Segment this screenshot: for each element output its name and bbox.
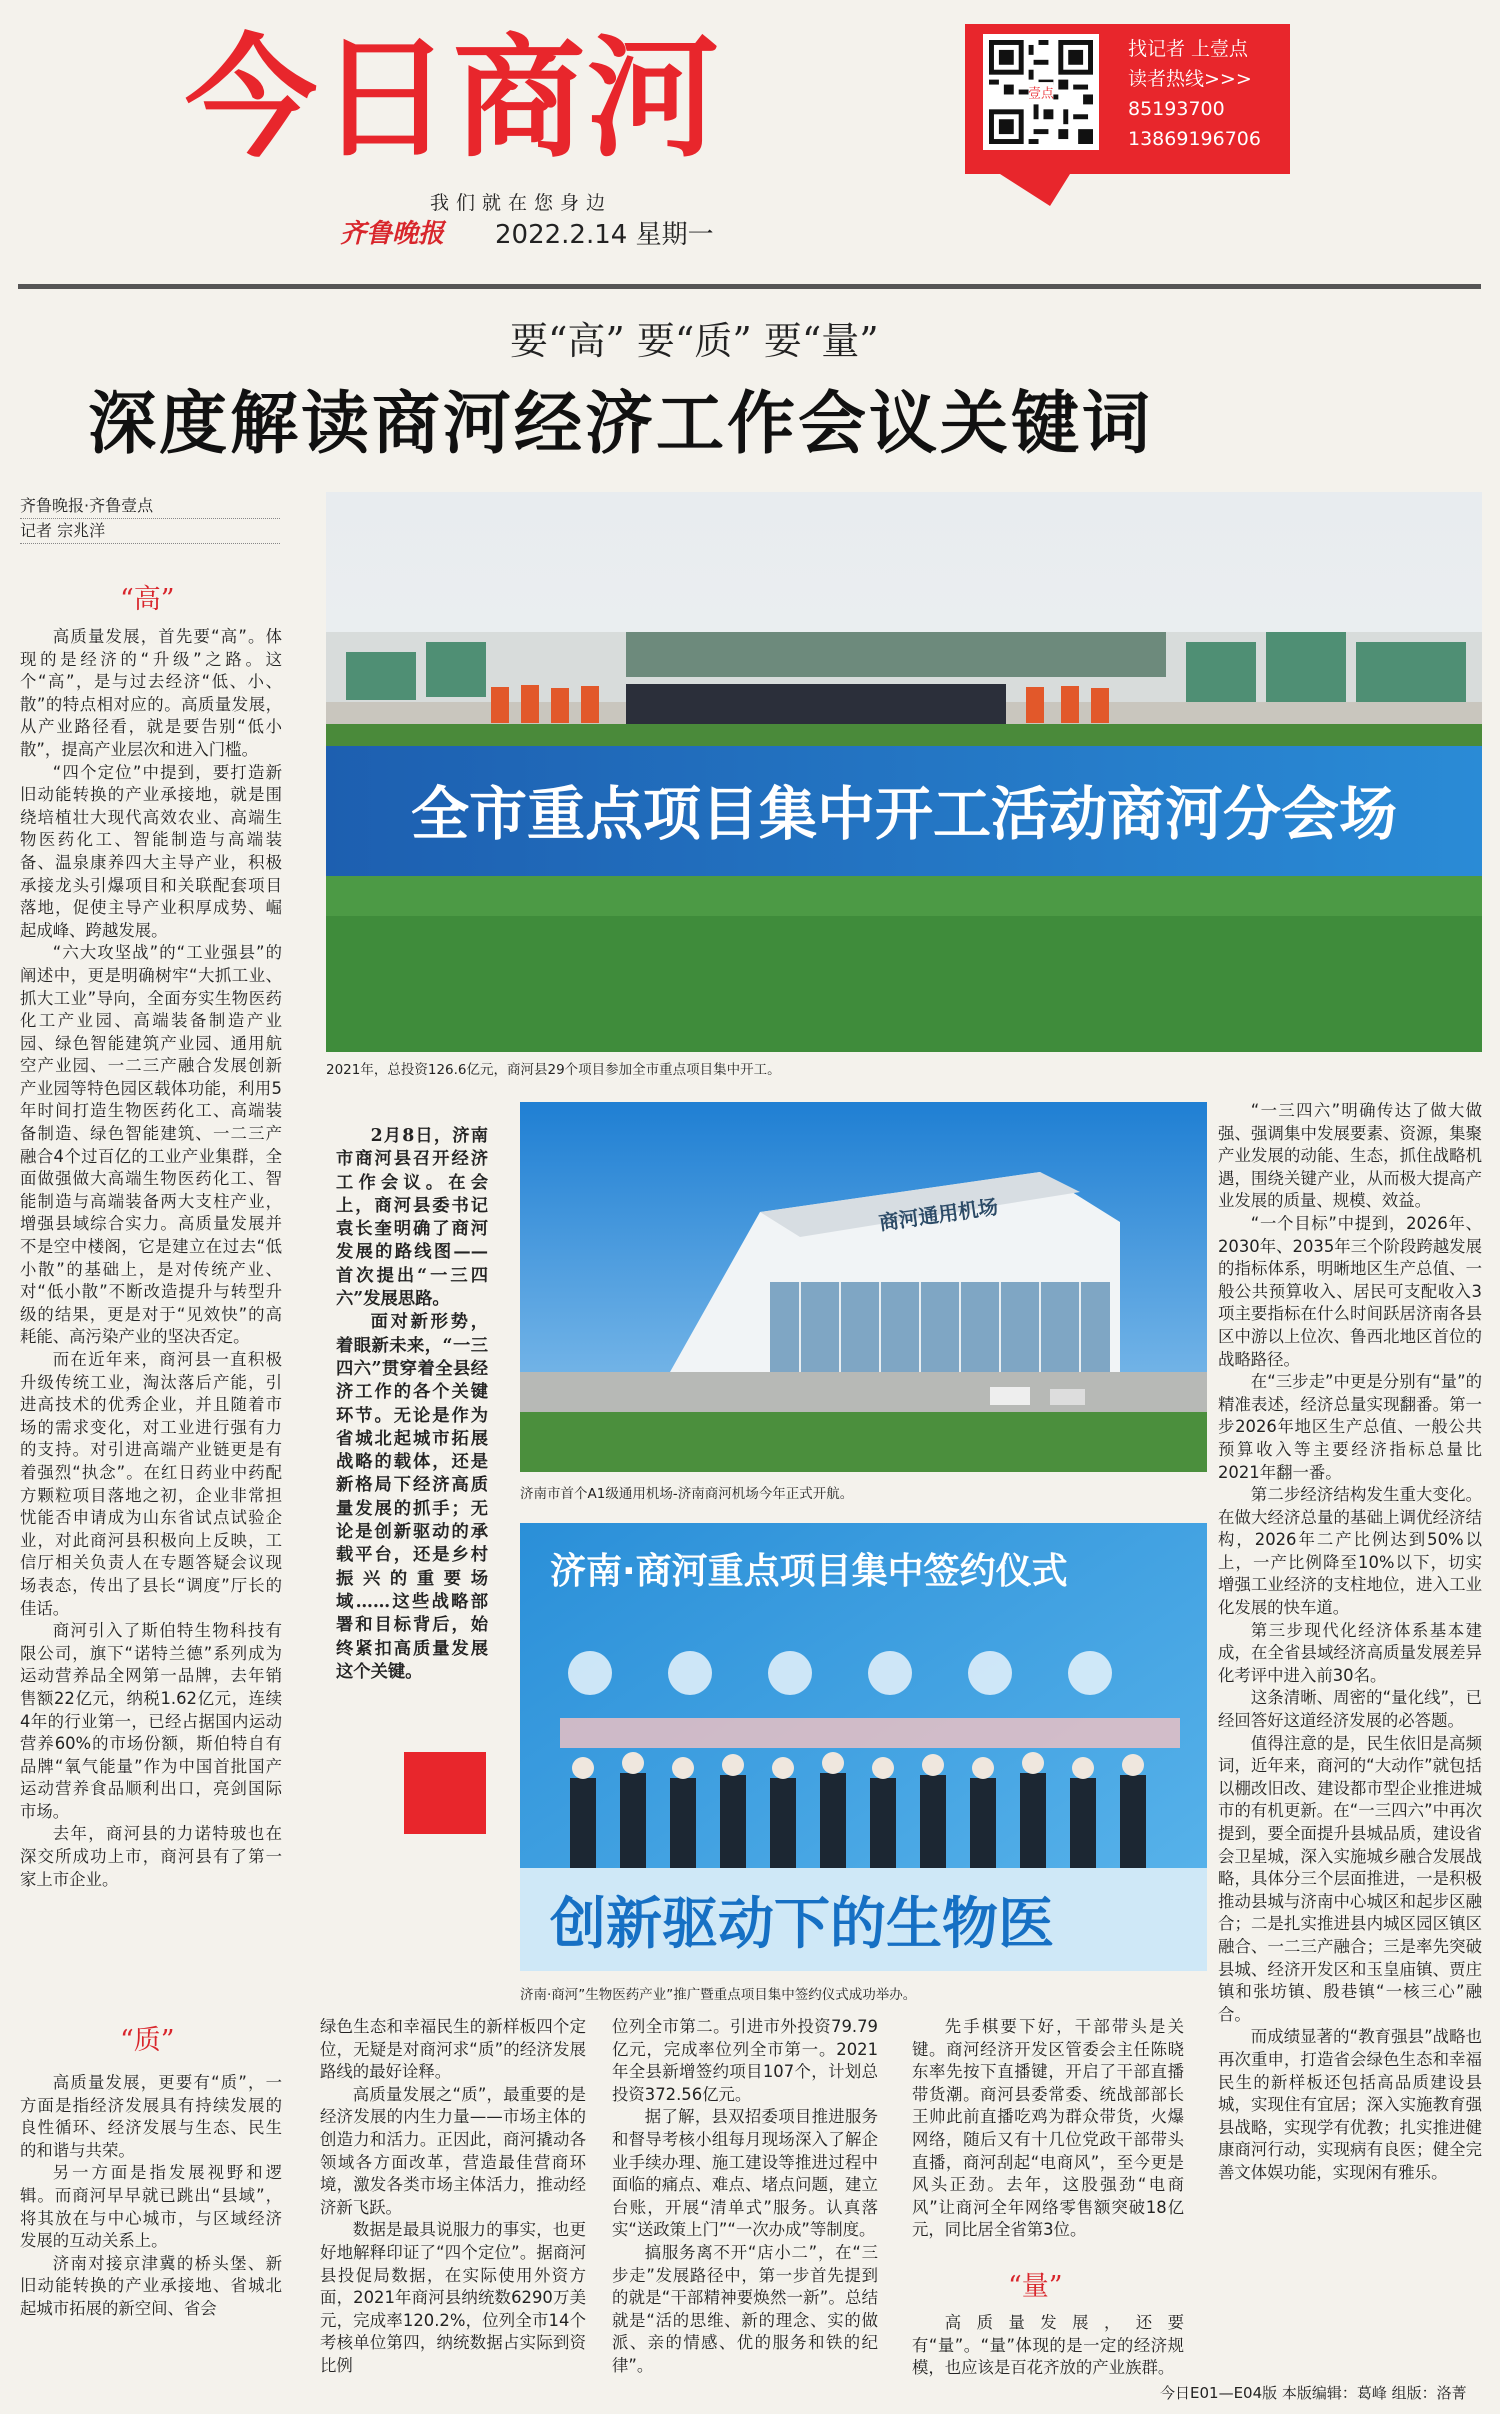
- photo3-banner-bottom: 创新驱动下的生物医: [550, 1892, 1054, 1957]
- article-column-3: [320, 2016, 586, 2375]
- paragraph: 值得注意的是，民生依旧是高频词，近年来，商河的“大动作”就包括以棚改旧改、建设都市型企业推进城市的有机更新。在“一三四六”中再次提到，要全面提升县城品质，建设省会卫星城，深入实施城乡融合发展战略，具体分三个层面推进，一是积极推动县城与济南中心城区和起步区融合；二是扎实推进县内城区园区镇区融合、一二三产融合；三是率先突破县城、经济开发区和玉皇庙镇、贾庄镇和张坊镇、殷巷镇“一核三心”融合。: [1218, 1733, 1482, 2024]
- article-column-6: [1218, 1100, 1482, 2370]
- qr-code-icon[interactable]: [983, 34, 1099, 150]
- paragraph: 另一方面是指发展视野和逻辑。而商河早早就已跳出“县域”，将其放在与中心城市，与区域经济发展的互动关系上。: [20, 2163, 282, 2251]
- paragraph: 先手棋要下好，干部带头是关键。商河经济开发区管委会主任陈晓东率先按下直播键，开启了干部直播带货潮。商河县委常委、统战部部长王帅此前直播吃鸡为群众带货，火爆网络，随后又有十几位党政干部带头直播，商河刮起“电商风”，至今更是风头正劲。去年，这股强劲“电商风”让商河全年网络零售额突破18亿元，同比居全省第3位。: [912, 2017, 1184, 2240]
- paragraph: 第二步经济结构发生重大变化。在做大经济总量的基础上调优经济结构，2026年二产比例达到50%以上，一产比例降至10%以下，切实增强工业经济的支柱地位，进入工业化发展的快车道。: [1218, 1485, 1482, 1618]
- paragraph: 绿色生态和幸福民生的新样板四个定位，无疑是对商河求“质”的经济发展路线的最好诠释。: [320, 2017, 586, 2082]
- hotline-line2: 读者热线>>>: [1128, 68, 1252, 90]
- byline: [20, 494, 280, 544]
- hotline-box-tail: [1000, 174, 1070, 206]
- paragraph: 这条清晰、周密的“量化线”，已经回答好这道经济发展的必答题。: [1218, 1688, 1482, 1731]
- lead-pullquote: [336, 1125, 488, 1735]
- paragraph: 济南对接京津冀的桥头堡、新旧动能转换的产业承接地、省城北起城市拓展的新空间、省会: [20, 2253, 282, 2318]
- paragraph: 高质量发展，还要有“量”。“量”体现的是一定的经济规模，也应该是百花齐放的产业族群。: [912, 2313, 1184, 2378]
- decorative-red-square: [404, 1752, 486, 1834]
- photo-groundbreaking: [326, 492, 1482, 1052]
- subheadline: 要“高” 要“质” 要“量”: [510, 319, 879, 363]
- paragraph: 在“三步走”中更是分别有“量”的精准表述，经济总量实现翻番。第一步2026年地区生产总值、一般公共预算收入等主要经济指标总量比2021年翻一番。: [1218, 1372, 1482, 1482]
- page-footer: 今日E01—E04版 本版编辑：葛峰 组版：洛菁: [1160, 2384, 1467, 2402]
- issue-date: 2022.2.14 星期一: [495, 220, 714, 250]
- hotline-line1: 找记者 上壹点: [1128, 38, 1249, 60]
- paragraph: “一三四六”明确传达了做大做强、强调集中发展要素、资源，集聚产业发展的动能、生态，抓住战略机遇，围绕关键产业，从而极大提高产业发展的质量、规模、效益。: [1218, 1101, 1482, 1211]
- paragraph: 2月8日，济南市商河县召开经济工作会议。在会上，商河县委书记袁长奎明确了商河发展的路线图——首次提出“一三四六”发展思路。: [336, 1126, 488, 1310]
- section-heading-zhi: “质”: [120, 2025, 175, 2056]
- paragraph: “一个目标”中提到，2026年、2030年、2035年三个阶段跨越发展的指标体系，明晰地区生产总值、一般公共预算收入、居民可支配收入3项主要指标在什么时间跃居济南各县区中游以上位次、鲁西北地区首位的战略路径。: [1218, 1213, 1482, 1369]
- masthead-title: 今日商河: [185, 22, 721, 176]
- article-column-5b: [912, 2312, 1184, 2378]
- paragraph: “六大攻坚战”的“工业强县”的阐述中，更是明确树牢“大抓工业、抓大工业”导向，全面夯实生物医药化工产业园、高端装备制造产业园、绿色智能建筑产业园、通用航空产业园、一二三产融合发展创新产业园等特色园区载体功能，利用5年时间打造生物医药化工、高端装备制造、绿色智能建筑、一二三产融合4个过百亿的工业产业集群，全面做强做大高端生物医药化工、智能制造与高端装备两大支柱产业，增强县域综合实力。高质量发展并不是空中楼阁，它是建立在过去“低小散”的基础上，是对传统产业、对“低小散”不断改造提升与转型升级的结果，更是对于“见效快”的高耗能、高污染产业的坚决否定。: [20, 943, 282, 1347]
- hotline-phone2[interactable]: 13869196706: [1128, 128, 1261, 150]
- paper-name: 齐鲁晚报: [340, 219, 445, 249]
- photo3-caption: 济南·商河”生物医药产业”推广暨重点项目集中签约仪式成功举办。: [520, 1987, 917, 2003]
- masthead-rule: [18, 284, 1481, 289]
- photo3-banner-top: 济南·商河重点项目集中签约仪式: [550, 1551, 1068, 1592]
- article-column-1b: [20, 2072, 282, 2372]
- paragraph: 据了解，县双招委项目推进服务和督导考核小组每月现场深入了解企业手续办理、施工建设等推进过程中面临的痛点、难点、堵点问题，建立台账，开展“清单式”服务。认真落实“送政策上门”“一次办成”等制度。: [612, 2107, 878, 2240]
- hotline-text: [1128, 34, 1288, 154]
- photo1-caption: 2021年，总投资126.6亿元，商河县29个项目参加全市重点项目集中开工。: [326, 1062, 781, 1078]
- masthead-slogan: 我们就在您身边: [430, 192, 613, 214]
- paragraph: 而在近年来，商河县一直积极升级传统工业，淘汰落后产能，引进高技术的优秀企业，并且随着市场的需求变化，对工业进行强有力的支持。对引进高端产业链更是有着强烈“执念”。在红日药业中药配方颗粒项目落地之初，企业非常担忧能否申请成为山东省试点试验企业，对此商河县积极向上反映，工信厅相关负责人在专题答疑会议现场表态，传出了县长“调度”厅长的佳话。: [20, 1350, 282, 1618]
- section-heading-liang: “量”: [1008, 2271, 1063, 2302]
- photo-airport: [520, 1102, 1207, 1472]
- hotline-phone1[interactable]: 85193700: [1128, 98, 1225, 120]
- paragraph: 高质量发展，首先要“高”。体现的是经济的“升级”之路。这个“高”，是与过去经济“低、小、散”的特点相对应的。高质量发展，从产业路径看，就是要告别“低小散”，提高产业层次和进入门槛。: [20, 627, 282, 759]
- photo-signing-ceremony: [520, 1523, 1207, 1971]
- qr-label: 壹点: [1028, 86, 1054, 102]
- paragraph: 而成绩显著的“教育强县”战略也再次重申，打造省会绿色生态和幸福民生的新样板还包括高品质建设县城，实现住有宜居；深入实施教育强县战略，实现学有优教；扎实推进健康商河行动，实现病有良医；健全完善文体娱功能，实现闲有雅乐。: [1218, 2027, 1482, 2182]
- paragraph: 商河引入了斯伯特生物科技有限公司，旗下“诺特兰德”系列成为运动营养品全网第一品牌，去年销售额22亿元，纳税1.62亿元，连续4年的行业第一，已经占据国内运动营养60%的市场份额，斯伯特自有品牌“氧气能量”作为中国首批国产运动营养食品顺利出口，亮剑国际市场。: [20, 1621, 282, 1821]
- article-column-4: [612, 2016, 878, 2375]
- paragraph: 第三步现代化经济体系基本建成，在全省县域经济高质量发展差异化考评中进入前30名。: [1218, 1620, 1482, 1685]
- paragraph: 位列全市第二。引进市外投资79.79亿元，完成率位列全市第一。2021年全县新增签约项目107个，计划总投资372.56亿元。: [612, 2017, 878, 2104]
- headline: 深度解读商河经济工作会议关键词: [88, 384, 1154, 464]
- airport-sign: 商河通用机场: [877, 1194, 1000, 1235]
- photo1-banner-text: 全市重点项目集中开工活动商河分会场: [410, 780, 1398, 848]
- photo2-caption: 济南市首个A1级通用机场-济南商河机场今年正式开航。: [520, 1486, 854, 1502]
- paragraph: 面对新形势，着眼新未来，“一三四六”贯穿着全县经济工作的各个关键环节。无论是作为省城北起城市拓展战略的载体，还是新格局下经济高质量发展的抓手；无论是创新驱动的承载平台，还是乡村振兴的重要场域……这些战略部署和目标背后，始终紧扣高质量发展这个关键。: [336, 1312, 488, 1682]
- paragraph: 高质量发展之“质”，最重要的是经济发展的内生力量——市场主体的创造力和活力。正因此，商河撬动各领域各方面改革，营造最佳营商环境，激发各类市场主体活力，推动经济新飞跃。: [320, 2084, 586, 2217]
- paragraph: “四个定位”中提到，要打造新旧动能转换的产业承接地，就是围绕培植壮大现代高效农业、高端生物医药化工、智能制造与高端装备、温泉康养四大主导产业，积极承接龙头引爆项目和关联配套项目落地，促使主导产业积厚成势、崛起成峰、跨越发展。: [20, 762, 282, 940]
- byline-reporter: 记者 宗兆洋: [20, 519, 280, 544]
- byline-source: 齐鲁晚报·齐鲁壹点: [20, 494, 280, 519]
- paragraph: 数据是最具说服力的事实，也更好地解释印证了“四个定位”。据商河县投促局数据，在实际使用外资方面，2021年商河县纳统数6290万美元，完成率120.2%，位列全市14个考核单位第四，纳统数据占实际到资比例: [320, 2220, 586, 2375]
- section-heading-gao: “高”: [120, 584, 175, 615]
- paragraph: 高质量发展，更要有“质”，一方面是指经济发展具有持续发展的良性循环、经济发展与生态、民生的和谐与共荣。: [20, 2073, 282, 2160]
- paragraph: 搞服务离不开“店小二”，在“三步走”发展路径中，第一步首先提到的就是“干部精神要焕然一新”。总结就是“活的思维、新的理念、实的做派、亲的情感、优的服务和铁的纪律”。: [612, 2242, 878, 2375]
- article-column-5: [912, 2016, 1184, 2256]
- article-column-1: [20, 626, 282, 1889]
- paragraph: 去年，商河县的力诺特玻也在深交所成功上市，商河县有了第一家上市企业。: [20, 1824, 282, 1889]
